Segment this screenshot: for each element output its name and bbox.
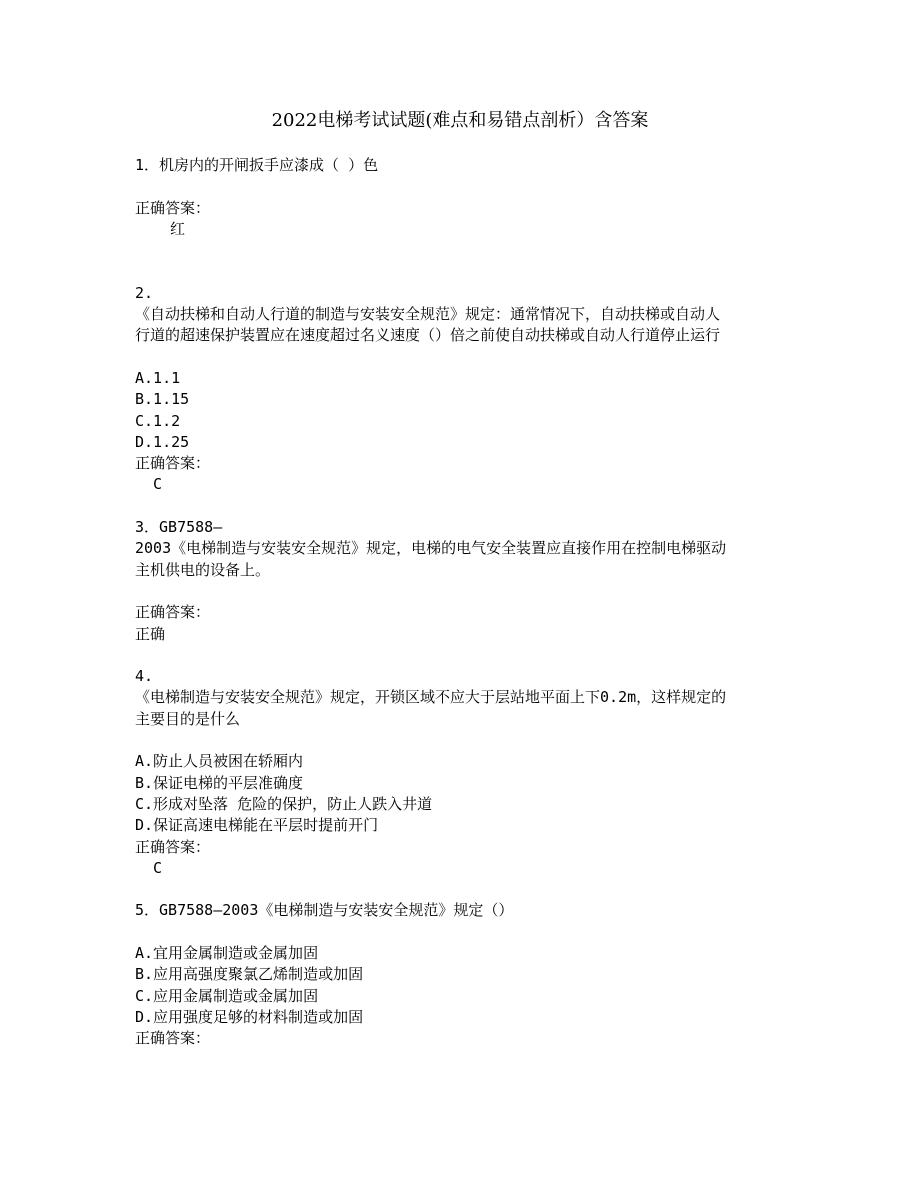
option-c: C.1.2: [135, 411, 181, 430]
option-d: D.保证高速电梯能在平层时提前开门: [135, 816, 379, 835]
document-title: 2022电梯考试试题(难点和易错点剖析）含答案: [271, 110, 649, 131]
answer-label: 正确答案：: [135, 837, 211, 856]
option-a: A.1.1: [135, 368, 181, 387]
question-stem-line: 行道的超速保护装置应在速度超过名义速度（）倍之前使自动扶梯或自动人行道停止运行: [135, 326, 721, 345]
question-3: [135, 517, 795, 666]
answer-value: C: [153, 858, 163, 877]
question-stem-line: 《自动扶梯和自动人行道的制造与安装安全规范》规定：通常情况下，自动扶梯或自动人: [135, 305, 721, 324]
question-4: [135, 666, 795, 900]
answer-label: 正确答案：: [135, 198, 211, 217]
option-a: A.防止人员被困在轿厢内: [135, 752, 304, 771]
answer-label: 正确答案：: [135, 1029, 211, 1048]
question-2: [135, 283, 795, 517]
option-c: C.应用金属制造或金属加固: [135, 986, 319, 1005]
answer-value: 正确: [135, 624, 166, 643]
option-a: A.宜用金属制造或金属加固: [135, 943, 319, 962]
answer-label: 正确答案：: [135, 454, 211, 473]
answer-value: C: [153, 475, 163, 494]
question-stem-line: 《电梯制造与安装安全规范》规定，开锁区域不应大于层站地平面上下0.2m，这样规定的: [135, 688, 727, 707]
option-b: B.1.15: [135, 390, 190, 409]
option-d: D.应用强度足够的材料制造或加固: [135, 1007, 364, 1026]
option-d: D.1.25: [135, 432, 190, 451]
option-c: C.形成对坠落 危险的保护，防止人跌入井道: [135, 794, 433, 813]
question-5: [135, 900, 795, 1049]
question-stem-line: 主机供电的设备上。: [135, 560, 271, 579]
question-stem-line: 2003《电梯制造与安装安全规范》规定，电梯的电气安全装置应直接作用在控制电梯驱动: [135, 539, 727, 558]
question-stem-line: 4.: [135, 667, 154, 686]
question-stem-line: 1．机房内的开闸扳手应漆成（ ）色: [135, 156, 379, 174]
question-stem-line: 2.: [135, 283, 154, 302]
question-stem-line: 5．GB7588—2003《电梯制造与安装安全规范》规定（）: [135, 901, 514, 920]
question-stem-line: 3．GB7588—: [135, 518, 223, 537]
question-stem-line: 主要目的是什么: [135, 709, 241, 728]
option-b: B.应用高强度聚氯乙烯制造或加固: [135, 965, 364, 984]
question-list: [135, 155, 795, 1049]
answer-label: 正确答案：: [135, 603, 211, 622]
answer-value: 红: [170, 219, 186, 238]
option-b: B.保证电梯的平层准确度: [135, 773, 304, 792]
question-1: [135, 155, 795, 283]
